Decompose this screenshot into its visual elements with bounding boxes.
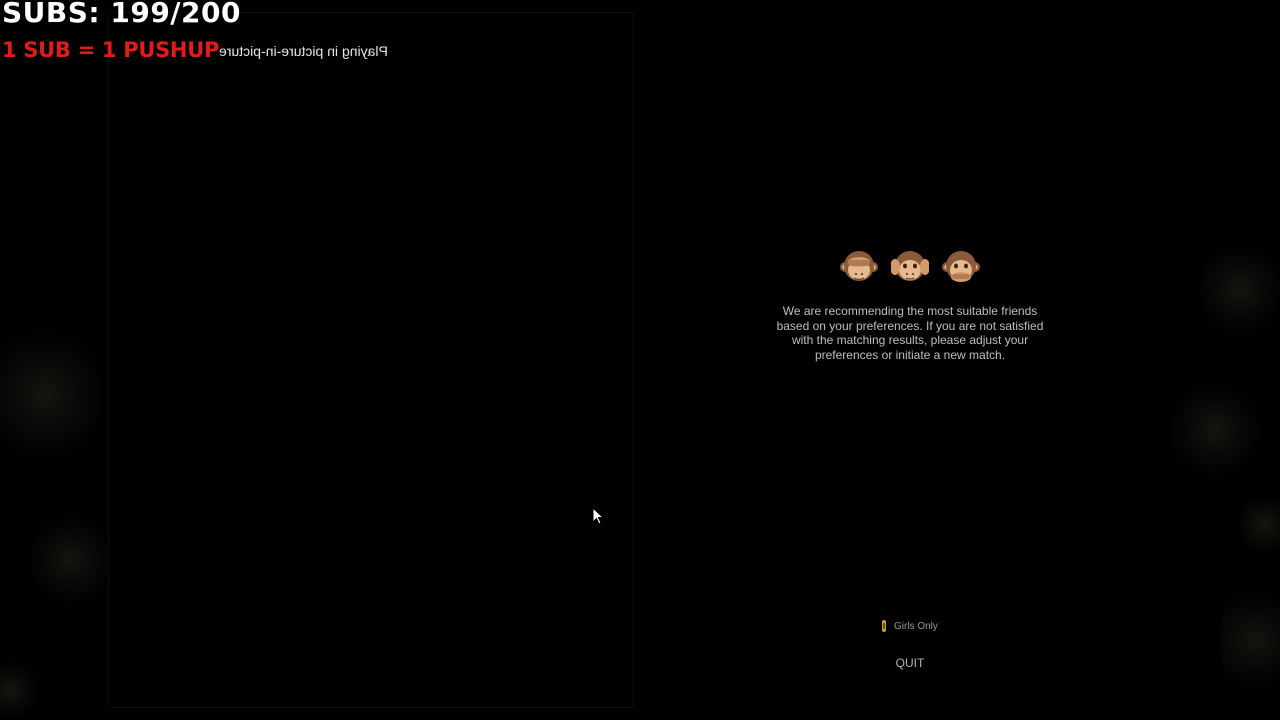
background-blob [1200, 240, 1280, 340]
match-message: We are recommending the most suitable friends based on your preferences. If you are not satisfied with the matching results, please adjust your preferences or initiate a new match. [776, 304, 1044, 362]
pushup-rule: 1 SUB = 1 PUSHUP [2, 38, 220, 62]
lock-icon [880, 620, 888, 632]
background-blob [1170, 380, 1260, 480]
pip-label: Playing in picture-in-picture [219, 43, 388, 59]
speak-no-evil-monkey-icon [942, 248, 980, 286]
background-blob [30, 510, 110, 610]
video-panel[interactable] [108, 12, 634, 708]
quit-button[interactable]: QUIT [895, 656, 925, 670]
mouse-cursor-icon [592, 507, 604, 525]
background-blob [1220, 580, 1280, 700]
hear-no-evil-monkey-icon [891, 248, 929, 286]
subs-counter: SUBS: 199/200 [2, 0, 241, 29]
girls-only-label: Girls Only [894, 620, 938, 632]
monkey-row [840, 248, 980, 286]
background-blob [0, 660, 40, 720]
background-blob [0, 320, 100, 470]
background-blob [1240, 490, 1280, 560]
see-no-evil-monkey-icon [840, 248, 878, 286]
girls-only-filter[interactable] [880, 620, 938, 632]
